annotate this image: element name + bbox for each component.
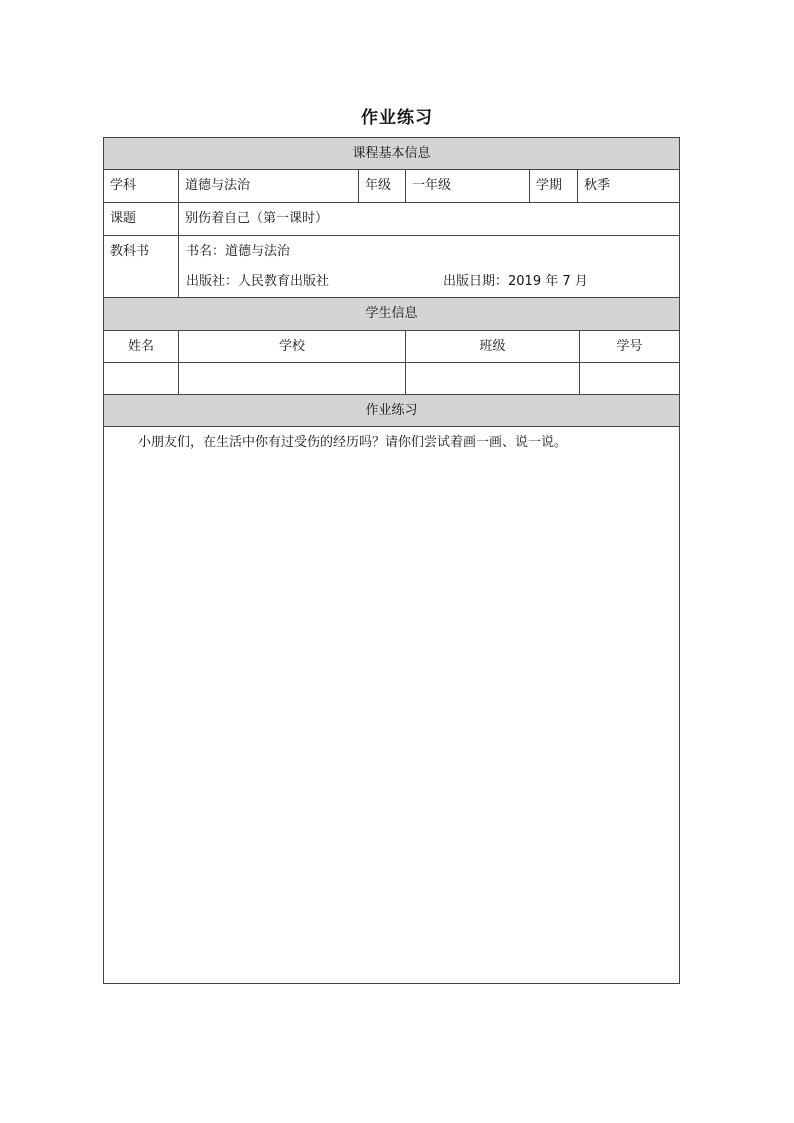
grade-label: 年级 — [365, 178, 392, 193]
student-columns-row — [104, 331, 679, 363]
term-value: 秋季 — [584, 178, 611, 193]
topic-label: 课题 — [110, 211, 137, 226]
grade-value-cell — [406, 170, 530, 202]
term-label: 学期 — [536, 178, 563, 193]
name-column-label: 姓名 — [127, 339, 154, 354]
subject-row — [104, 170, 679, 203]
school-column-header — [179, 331, 406, 362]
grade-label-cell — [359, 170, 406, 202]
topic-row — [104, 203, 679, 236]
homework-header-label: 作业练习 — [365, 403, 418, 418]
homework-content-area — [104, 427, 679, 983]
name-entry-cell[interactable] — [104, 363, 179, 394]
student-id-entry-cell[interactable] — [580, 363, 679, 394]
course-info-header-label: 课程基本信息 — [352, 146, 431, 161]
book-name: 书名：道德与法治 — [186, 244, 291, 259]
class-entry-cell[interactable] — [406, 363, 580, 394]
name-column-header — [104, 331, 179, 362]
textbook-label-cell — [104, 236, 179, 297]
student-id-column-header — [580, 331, 679, 362]
student-id-column-label: 学号 — [616, 339, 643, 354]
course-info-header — [104, 138, 679, 170]
textbook-row — [104, 236, 679, 298]
textbook-value-cell — [179, 236, 679, 297]
page-title: 作业练习 — [361, 108, 433, 128]
student-info-header — [104, 298, 679, 331]
topic-value-cell — [179, 203, 679, 235]
textbook-label: 教科书 — [110, 244, 150, 259]
publish-date: 出版日期：2019 年 7 月 — [443, 274, 588, 289]
topic-label-cell — [104, 203, 179, 235]
subject-label-cell — [104, 170, 179, 202]
publisher: 出版社：人民教育出版社 — [186, 274, 330, 289]
term-label-cell — [530, 170, 578, 202]
topic-value: 别伤着自己（第一课时） — [185, 211, 329, 226]
school-entry-cell[interactable] — [179, 363, 406, 394]
subject-value-cell — [179, 170, 359, 202]
grade-value: 一年级 — [412, 178, 452, 193]
student-entry-row — [104, 363, 679, 395]
school-column-label: 学校 — [278, 339, 305, 354]
class-column-header — [406, 331, 580, 362]
homework-form-table — [103, 137, 680, 984]
student-info-header-label: 学生信息 — [365, 306, 418, 321]
class-column-label: 班级 — [479, 339, 506, 354]
homework-prompt: 小朋友们，在生活中你有过受伤的经历吗？请你们尝试着画一画、说一说。 — [138, 435, 568, 450]
term-value-cell — [578, 170, 679, 202]
homework-header — [104, 395, 679, 427]
subject-label: 学科 — [110, 178, 137, 193]
subject-value: 道德与法治 — [185, 178, 251, 193]
